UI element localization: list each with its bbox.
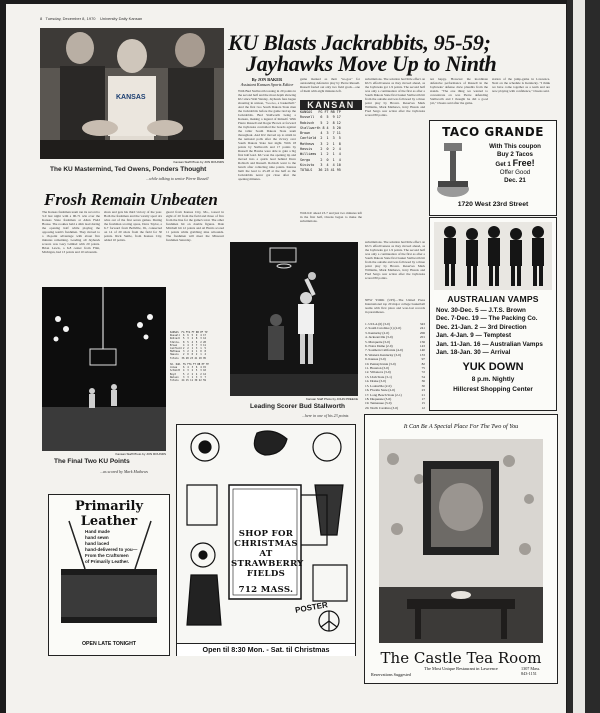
strawberry-hours: Open til 8:30 Mon. - Sat. til Christmas xyxy=(177,643,355,656)
standings-row: Mathews 3 2 1 8 xyxy=(300,141,341,146)
strawberry-line4: STRAWBERRY xyxy=(231,559,304,569)
photo-stallworth-art xyxy=(230,242,358,396)
leather-title: Primarily Leather xyxy=(74,499,144,529)
poll-points: 143 xyxy=(419,344,425,349)
poll-points: 206 xyxy=(419,330,425,335)
poll-points: 97 xyxy=(421,357,425,362)
boxscore-row: Hassis 2 0 0 2 1 4 xyxy=(170,353,206,357)
vamps-hours: 8 p.m. Nightly xyxy=(471,376,515,383)
standings-row: Kivisto 3 4 4 10 xyxy=(300,162,341,167)
poll-team: 17. Long Beach State (2-1) xyxy=(365,392,402,397)
leather-line: Hand made xyxy=(85,529,110,534)
leather-line: hand laced xyxy=(85,541,109,546)
boxscore-row: Totals 36 28 23 41 18 95 xyxy=(170,356,206,360)
poll-points: 133 xyxy=(419,352,425,357)
boxscore-row: Robisch 5 3 2 8 3 12 xyxy=(170,337,206,341)
boxscore-row: Canfield 2 2 1 3 1 5 xyxy=(170,347,206,351)
final-photo-subcaption: ...as scored by Mark Mathews xyxy=(100,469,148,474)
poll-points: 21 xyxy=(421,392,425,397)
boxscore-row: Totals 24 15 11 30 22 59 xyxy=(170,379,206,383)
poll-points: 82 xyxy=(421,361,425,366)
taco-illustration xyxy=(436,141,476,201)
poll-row xyxy=(365,406,425,410)
frosh-headline: Frosh Remain Unbeaten xyxy=(44,190,218,209)
stallworth-photo-credit: Kansan Staff Photo by JOHN PREECE xyxy=(306,397,358,401)
castle-contact xyxy=(521,666,540,676)
poll-points: 30 xyxy=(421,383,425,388)
boxscore-row: Stallw. 8 5 4 5 2 20 xyxy=(170,340,206,344)
poll-intro-filler: substitutions. The solution had little effect on KU's effectiveness as they moved ahead, as the Jayhawks got 1.9 points. The second half was only a continuation of the first as after a South Dakota State first basket Stallworth hit from the outside and was followed by a three point play by Brown. Reserves Mark Williams, Mark Mathews, Jerry Hassis and Fred Sergo saw action after the Jayhawks scored 80 points. xyxy=(365,240,425,280)
ad-strawberry-fields xyxy=(176,424,356,656)
boxscore-row: Boyd 5 2 2 4 2 12 xyxy=(170,372,206,376)
issue-date: Tuesday, December 8, 1970 xyxy=(45,16,96,21)
paper-name: University Daily Kansan xyxy=(99,16,143,21)
poll-team: 16. Florida State (2-0) xyxy=(365,388,396,393)
vamps-band-photo xyxy=(434,222,552,290)
vamps-schedule-item: Jan. 4-Jan. 9 — Temptest xyxy=(436,332,512,340)
standings-box xyxy=(300,100,362,208)
poll-team: 11. Houston (3-0) xyxy=(365,366,390,371)
taco-expires: Dec. 21 xyxy=(504,177,526,184)
headline-line-2: Jayhawks Move Up to Ninth xyxy=(246,51,497,76)
strawberry-line3: AT xyxy=(259,549,273,559)
vamps-schedule-item: Jan. 18-Jan. 30 — Arrival xyxy=(436,349,511,357)
strawberry-line5: FIELDS xyxy=(246,569,286,579)
byline-title: Assistant Kansan Sports Editor xyxy=(240,82,294,87)
main-story-col3: substitutions. The solution had little effect on KU's effectiveness as they moved ahead, as the Jayhawks got 1.9 points. The second half was only a continuation of the first as after a South Dakota State first basket Stallworth hit from the outside and was followed by a three point play by Brown. Reserves Mark Williams, Mark Mathews, Jerry Hassis and Fred Sergo saw action after the Jayhawks scored 80 points. xyxy=(365,77,425,117)
photo-final-points-art xyxy=(42,287,166,451)
castle-phone: 843-1151 xyxy=(521,671,537,676)
page-number: 8 xyxy=(40,16,43,21)
photo-mastermind xyxy=(40,28,224,159)
poll-team: 2. South Carolina (1) (2-0) xyxy=(365,326,402,331)
poll-points: 140 xyxy=(419,348,425,353)
poll-team: 7. Southern California (4-0) xyxy=(365,348,403,353)
vamps-location: Hillcrest Shopping Center xyxy=(453,386,533,393)
poll-team: 19. Tennessee (3-0) xyxy=(365,401,392,406)
leather-copy xyxy=(85,529,165,565)
main-story-col4: not happy. However the inordinate defensive performance of Russell in the Jayhawks' defense drew plaudits from the stands. "The one thing we wanted to concentrate on was Pierre defending Stallworth and I thought he did a good job," Owens said after the game. xyxy=(430,77,488,105)
poll-team: 12. Villanova (3-0) xyxy=(365,370,391,375)
strawberry-copy xyxy=(231,529,304,595)
poll-team: 4. Jacksonville (3-0) xyxy=(365,335,393,340)
taco-line1: With This coupon xyxy=(489,143,541,150)
final-photo-credit: Kansan Staff Photo by JON ROUNDS xyxy=(115,452,166,456)
standings-row: Canfield 2 1 3 5 xyxy=(300,136,341,141)
strawberry-address: 712 MASS. xyxy=(238,585,294,595)
vamps-schedule-item: Nov. 30-Dec. 5 — J.T.S. Brown xyxy=(436,307,526,314)
poll-team: 14. Drake (3-0) xyxy=(365,379,386,384)
castle-photo xyxy=(379,439,543,643)
ad-castle-tea-room xyxy=(364,414,558,684)
leather-line: hand-delivered to you— xyxy=(85,547,138,552)
stallworth-caption: Leading Scorer Bud Stallworth xyxy=(250,403,345,410)
leather-line: From the Craftsmen xyxy=(85,553,129,558)
boxscore-row: Brown 4 4 3 7 3 11 xyxy=(170,343,206,347)
ad-taco-grande xyxy=(429,120,557,216)
leather-line: of Primarily Leather. xyxy=(85,559,130,564)
castle-address: 1307 Mass. xyxy=(521,666,541,671)
stallworth-subcaption: ...here in one of his 23 points xyxy=(302,413,349,418)
poll-team: 18. Duquesne (3-0) xyxy=(365,396,392,401)
ad-primarily-leather xyxy=(48,494,170,656)
standings-row: TOTALS 36 23 41 95 xyxy=(300,168,341,173)
boxscore-row: Mathews 3 2 2 1 0 8 xyxy=(170,350,206,354)
taco-title: TACO GRANDE xyxy=(442,125,544,139)
headline-line-1: KU Blasts Jackrabbits, 95-59; xyxy=(228,30,491,55)
standings-row: Williams 1 2 1 4 xyxy=(300,152,341,157)
jersey-lettering: KANSAS xyxy=(116,94,146,101)
strawberry-line1: SHOP FOR xyxy=(238,529,294,539)
standings-row: Russell 6 5 9 17 xyxy=(300,115,341,120)
boxscore-row: SO. DAK. FG FTA FT RB PF TP xyxy=(170,363,209,367)
poll-points: 54 xyxy=(421,374,425,379)
poll-team: 1. UCLA (6) (3-0) xyxy=(365,322,390,326)
castle-tagline: It Can Be A Special Place For The Two of You xyxy=(403,423,519,430)
standings-row: Brown 4 3 7 11 xyxy=(300,131,341,136)
frosh-col1: The Kansas freshman team ran its record to 3-0 last night with a 90-71 win over the Kansas State freshman at Allen Field House. The rookies held a slim lead during the opening half while playing the opposing team's freshmen. They moved to a 16-point advantage with about five minutes remaining. Leading all Jayhawk scorers was Gary Gimbel with 20 points. Brian Lewis, a 6-8 center from Flint, Michigan, had 13 points and 10 rebounds. xyxy=(42,210,100,254)
poll-team: 10. Pennsylvania (3-0) xyxy=(365,361,396,366)
byline-name: By JON BAKER xyxy=(251,77,283,82)
boxscore-row: Jones 6 4 3 6 4 15 xyxy=(170,366,206,370)
taco-offer: Offer Good xyxy=(499,169,531,176)
poll-points: 156 xyxy=(419,339,425,344)
taco-line3: Get 1 xyxy=(495,161,511,168)
standings-table xyxy=(300,110,362,174)
standings-title: KANSAN xyxy=(300,100,362,110)
adjacent-page-edge xyxy=(567,0,600,713)
vamps-schedule-item: Dec. 7-Dec. 19 — The Packing Co. xyxy=(436,315,538,323)
standings-row: KANSAS FG FT RB TP xyxy=(300,110,341,114)
standings-row: Stallworth 8 4 5 20 xyxy=(300,125,341,130)
poll-team: 20. North Carolina (3-0) xyxy=(365,405,399,410)
poll-table xyxy=(365,322,425,410)
poll-points: 201 xyxy=(419,335,425,340)
taco-free: Free! xyxy=(512,158,535,168)
poll-dateline: NEW YORK (UPI)—The United Press International top 20 major college basketball teams with first place and won-lost records in parentheses. xyxy=(365,298,425,314)
castle-name: The Castle Tea Room xyxy=(380,649,542,667)
poll-points: 75 xyxy=(421,366,425,371)
main-byline xyxy=(238,77,296,87)
poll-team: 5. Marquette (3-0) xyxy=(365,339,390,344)
vamps-schedule-item: Dec. 21-Jan. 2 — 3rd Direction xyxy=(436,323,527,331)
poll-points: 17 xyxy=(421,396,425,401)
poll-points: 15 xyxy=(421,401,425,406)
ad-australian-vamps xyxy=(429,217,557,411)
vamps-schedule-item: Jan. 11-Jan. 16 — Australian Vamps xyxy=(436,340,543,348)
vamps-venue: YUK DOWN xyxy=(462,361,524,373)
folio xyxy=(40,16,142,21)
castle-subtitle: The Most Unique Restaurant in Lawrence xyxy=(424,666,498,671)
main-headline xyxy=(228,32,564,74)
final-photo-caption: The Final Two KU Points xyxy=(54,458,130,465)
taco-line2: Buy 2 Tacos xyxy=(497,151,533,158)
frosh-col2: shots and gets his third victory of the year. Both the freshmen and the varsity sport six wins out of the first seven games. During the freshman scoring spree, Dave Taylor, a 6-7 forward from Bellville, Ill., connected on 14 of 20 shots from the field for 30 points. Rick Suttle, from Kansas City, added 10 points. xyxy=(104,210,162,242)
poll-team: 6. Notre Dame (2-0) xyxy=(365,344,393,349)
taco-offer-text xyxy=(476,143,554,185)
poll-team: 15. Louisville (2-0) xyxy=(365,383,392,388)
standings-note: With KU ahead 23-7 and just two minutes left in the first half, Owens began to make the substitutions. xyxy=(300,211,362,223)
frosh-col3: guard from Kansas City, Mo., tossed in eight of 20 from the field and three of five from the line for the game's total. The other freshmen hit on double figures. Dale Mitchell hit 12 points and Al Harris scored 11 points while grabbing nine rebounds. The freshmen will meet the Missouri freshmen Saturday. xyxy=(166,210,224,242)
poll-team: 9. Kansas (3-0) xyxy=(365,357,386,362)
boxscore-row: Schmidt 4 3 2 5 3 10 xyxy=(170,369,206,373)
taco-address: 1720 West 23rd Street xyxy=(457,201,529,208)
photo-stallworth xyxy=(230,242,358,396)
poll-team: 13. Utah State (3-1) xyxy=(365,374,392,379)
boxscore-row: Russell 6 6 5 9 4 17 xyxy=(170,334,206,338)
poll-points: 36 xyxy=(421,379,425,384)
poll-points: 12 xyxy=(421,405,425,410)
standings-row: Hassis 2 0 2 4 xyxy=(300,147,341,152)
poll-points: 23 xyxy=(421,388,425,393)
poll-points: 72 xyxy=(421,370,425,375)
newspaper-page xyxy=(6,4,566,713)
boxscore-row: Nelson 3 3 1 3 3 7 xyxy=(170,375,206,379)
vamps-schedule xyxy=(436,307,554,357)
photo-credit: Kansan Staff Photo by JON ROUNDS xyxy=(173,160,224,164)
standings-row: Robisch 5 2 8 12 xyxy=(300,120,341,125)
poll-points: 241 xyxy=(419,326,425,331)
main-story-col2: game marked as their "no-gos" for outstanding defensive play by Pierre Russell. Russell fouled out only two field goals—one of them with eight minutes left. xyxy=(300,77,360,93)
standings-row: Sergo 2 0 1 4 xyxy=(300,157,341,162)
photo-subcaption: ...while talking to senior Pierre Russell xyxy=(146,176,209,181)
strawberry-poster: POSTER xyxy=(294,600,329,615)
leather-footer: OPEN LATE TONIGHT xyxy=(82,641,136,647)
strawberry-line2: CHRISTMAS xyxy=(234,539,298,549)
photo-caption: The KU Mastermind, Ted Owens, Ponders Thought xyxy=(50,166,207,173)
poll-team: 3. Kentucky (2-0) xyxy=(365,330,390,335)
main-story-col5: station of the jump-game in Lawrence. Next on the schedule is Kentucky. "I think we have come together as a team and are now playing with confidence," Owens said. xyxy=(492,77,550,93)
main-story-col1: With Bud Stallworth tossing in 20 points in the second half and the most depth showing KU since Walt Wesley, Jayhawk fans began shouting in unison, "Go-Go, a basketball." And the first two South Dakota State men the Jackrabbits before the game tied up the Jackrabbits. Bud Stallworth being a Kansan, making a legend of himself. With Pierre Russell and Roger Brown at forward the Jayhawks controlled the boards against the taller South Dakota State team throughout. And KU moved up to ninth in the national polls after the victory over South Dakota State last night. With 18 points by Stallworth and 17 points by Russell the Hawks were able to gain a big first half lead. KU won the opening tip and moved into a quick lead behind Dave Robisch and Russell. Robisch went to the bench after collecting nine points. Kansas built the lead to 45-28 at the half as the Jackrabbits never got close after the opening minutes. xyxy=(238,89,296,181)
poll-points: 343 xyxy=(419,322,425,326)
leather-line: hand sewn xyxy=(85,535,109,540)
vamps-title: AUSTRALIAN VAMPS xyxy=(447,294,539,304)
castle-reservations: Reservations Suggested xyxy=(371,672,411,677)
poll-team: 8. Western Kentucky (3-0) xyxy=(365,352,402,357)
boxscore-row: KANSAS FG FTA FT RB PF TP xyxy=(170,331,208,334)
photo-final-points xyxy=(42,287,166,451)
